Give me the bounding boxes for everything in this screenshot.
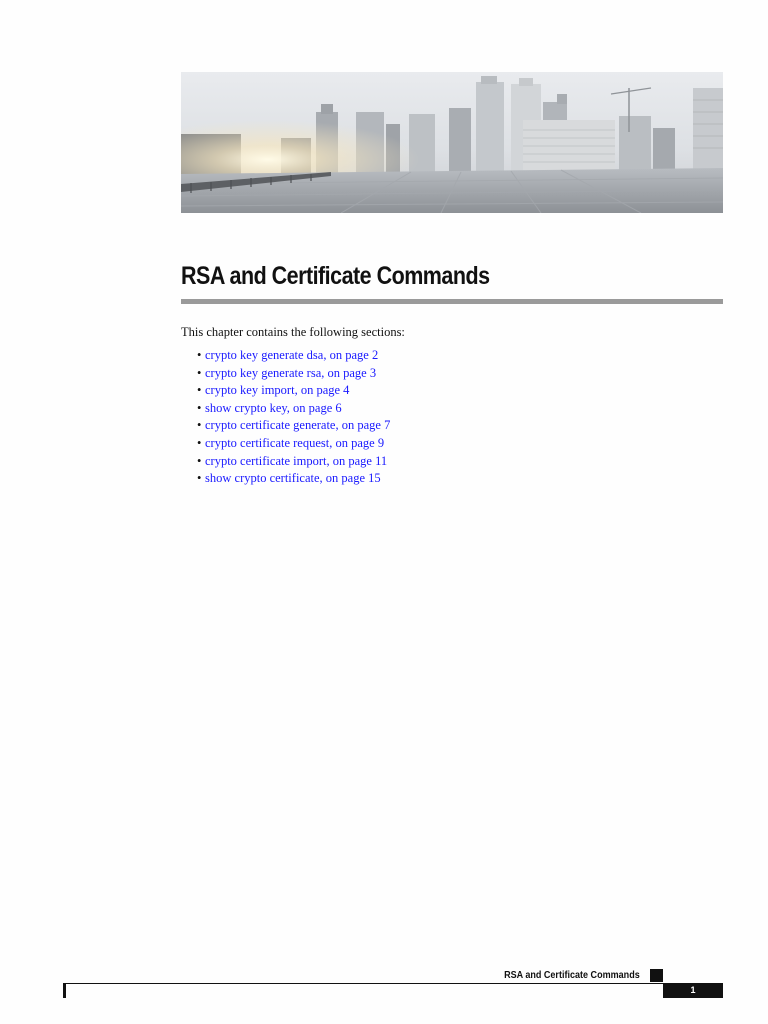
section-link[interactable]: show crypto certificate, on page 15: [205, 471, 381, 486]
section-link[interactable]: crypto certificate import, on page 11: [205, 453, 388, 468]
footer-marker: [650, 969, 663, 982]
section-link[interactable]: crypto certificate request, on page 9: [205, 435, 385, 450]
bullet: •: [197, 471, 202, 486]
chapter-intro: This chapter contains the following sections:: [181, 325, 405, 339]
title-rule: [181, 299, 723, 304]
section-list: [197, 347, 390, 488]
footer-running-title: RSA and Certificate Commands: [504, 969, 640, 981]
list-item: [197, 347, 390, 365]
section-link[interactable]: crypto key generate dsa, on page 2: [205, 348, 379, 362]
bullet: •: [197, 365, 202, 380]
list-item: [197, 365, 390, 383]
footer-rule: [63, 983, 723, 984]
list-item: [197, 382, 390, 400]
section-link[interactable]: crypto key import, on page 4: [205, 383, 350, 398]
list-item: [197, 417, 390, 435]
chapter-title: RSA and Certificate Commands: [181, 262, 490, 290]
chapter-banner-image: [181, 72, 723, 213]
bullet: •: [197, 435, 202, 450]
section-link[interactable]: crypto certificate generate, on page 7: [205, 418, 391, 433]
list-item: [197, 435, 390, 453]
bullet: •: [197, 418, 202, 433]
list-item: [197, 470, 390, 488]
bullet: •: [197, 348, 202, 362]
footer-tick: [63, 983, 66, 998]
bullet: •: [197, 453, 202, 468]
section-link[interactable]: show crypto key, on page 6: [205, 400, 342, 415]
section-link[interactable]: crypto key generate rsa, on page 3: [205, 365, 377, 380]
list-item: [197, 400, 390, 418]
bullet: •: [197, 383, 202, 398]
page-number: 1: [663, 983, 723, 998]
list-item: [197, 453, 390, 471]
bullet: •: [197, 400, 202, 415]
